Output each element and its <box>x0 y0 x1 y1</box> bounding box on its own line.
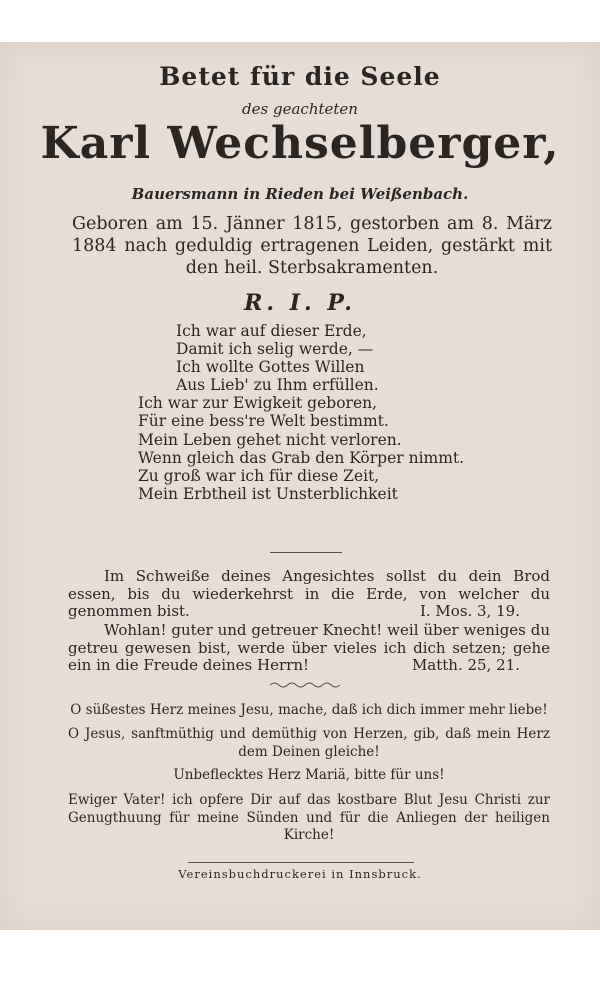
scripture-reference: I. Mos. 3, 19. <box>419 602 520 620</box>
divider <box>270 552 342 553</box>
scripture-text: Wohlan! guter und getreuer Knecht! weil über weniges du getreu gewesen bist, werde über vieles ich dich setzen; gehe ein in die Freude deines Herrn! <box>68 621 550 674</box>
prayer: Unbeflecktes Herz Mariä, bitte für uns! <box>173 767 445 783</box>
poem-line: Ich war auf dieser Erde, <box>176 322 367 340</box>
poem-line: Für eine bess're Welt bestimmt. <box>138 412 389 431</box>
poem-line: Damit ich selig werde, — <box>176 340 374 359</box>
poem-line: Wenn gleich das Grab den Körper nimmt. <box>138 448 465 467</box>
poem-line: Mein Leben gehet nicht verloren. <box>138 430 402 449</box>
prayer: O süßestes Herz meines Jesu, mache, daß ich dich immer mehr liebe! <box>70 702 548 718</box>
deceased-name: Karl Wechselberger, <box>40 118 560 169</box>
scripture-paragraph <box>68 568 550 621</box>
title-line-2: des geachteten <box>242 100 358 118</box>
rip-heading: R. I. P. <box>244 290 356 316</box>
scripture-paragraph <box>68 622 550 675</box>
birth-death-text: Geboren am 15. Jänner 1815, gestorben am 8. März 1884 nach geduldig ertragenen Leiden, gestärkt mit den heil. Sterbsakramenten. <box>72 214 552 278</box>
poem-line: Ich war zur Ewigkeit geboren, <box>138 394 378 413</box>
poem-line: Aus Lieb' zu Ihm erfüllen. <box>176 376 379 395</box>
prayer: Ewiger Vater! ich opfere Dir auf das kostbare Blut Jesu Christi zur Genugthuung für meine Sünden und für die Anliegen der heiligen Kirche! <box>68 792 550 843</box>
prayer: O Jesus, sanftmüthig und demüthig von Herzen, gib, daß mein Herz dem Deinen gleiche! <box>68 726 550 760</box>
poem-line: Mein Erbtheil ist Unsterblichkeit <box>138 484 398 503</box>
printer-imprint: Vereinsbuchdruckerei in Innsbruck. <box>178 867 422 881</box>
poem-line: Zu groß war ich für diese Zeit, <box>138 466 380 485</box>
scripture-text: Im Schweiße deines Angesichtes sollst du dein Brod essen, bis du wiederkehrst in die Erde, von welcher du genommen bist. <box>68 567 550 620</box>
poem-line: Ich wollte Gottes Willen <box>176 358 365 377</box>
occupation: Bauersmann in Rieden bei Weißenbach. <box>131 185 469 203</box>
divider <box>188 862 414 863</box>
poem <box>138 322 518 503</box>
scripture-reference: Matth. 25, 21. <box>411 656 520 674</box>
title-line-1: Betet für die Seele <box>159 62 441 91</box>
wavy-divider <box>270 680 340 690</box>
